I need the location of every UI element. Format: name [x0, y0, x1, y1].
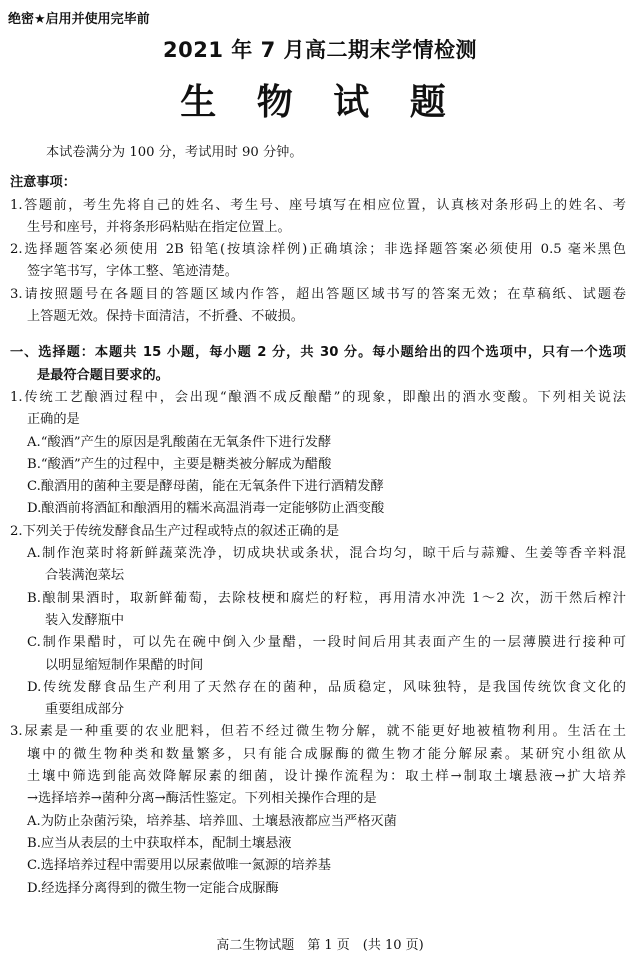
question-stem: 2.下列关于传统发酵食品生产过程或特点的叙述正确的是	[10, 523, 340, 539]
notice-item	[0, 239, 640, 284]
option-line-cont: 以明显缩短制作果醋的时间	[45, 657, 204, 673]
option-line: C.选择培养过程中需要用以尿素做唯一氮源的培养基	[27, 858, 331, 874]
option-line: D.酿酒前将酒缸和酿酒用的糯米高温消毒一定能够防止酒变酸	[27, 501, 385, 517]
question-stem-cont: →选择培养→菌种分离→酶活性鉴定。下列相关操作合理的是	[27, 791, 377, 807]
question-block	[0, 387, 640, 521]
exam-body	[0, 142, 640, 900]
option-line: C.制作果醋时，可以先在碗中倒入少量醋，一段时间后用其表面产生的一层薄膜进行接种可	[27, 635, 626, 651]
question-stem-cont: 正确的是	[27, 412, 80, 428]
option-line-cont: 装入发酵瓶中	[45, 612, 125, 628]
notice-line: 上答题无效。保持卡面清洁，不折叠、不破损。	[27, 309, 304, 325]
question-stem-cont: 壤中的微生物种类和数量繁多，只有能合成脲酶的微生物才能分解尿素。某研究小组欲从	[27, 746, 626, 762]
option-line: A.制作泡菜时将新鲜蔬菜洗净，切成块状或条状，混合均匀，晾干后与蒜瓣、生姜等香辛料混	[27, 546, 626, 562]
notice-line: 3.请按照题号在各题目的答题区域内作答，超出答题区域书写的答案无效；在草稿纸、试题卷	[10, 286, 626, 302]
question-stem: 3.尿素是一种重要的农业肥料，但若不经过微生物分解，就不能更好地被植物利用。生活在土	[10, 724, 626, 740]
notice-line: 生号和座号，并将条形码粘贴在指定位置上。	[27, 219, 291, 235]
section-heading: 一、选择题：本题共 15 小题，每小题 2 分，共 30 分。每小题给出的四个选项中，只有一个选项	[10, 345, 626, 361]
notice-item	[0, 284, 640, 329]
option-line: A.为防止杂菌污染，培养基、培养皿、土壤悬液都应当严格灭菌	[27, 813, 397, 829]
option-line-cont: 合装满泡菜坛	[45, 568, 125, 584]
question-stem: 1.传统工艺酿酒过程中，会出现“酿酒不成反酿醋”的现象，即酿出的酒水变酸。下列相关说法	[10, 389, 626, 405]
notice-line: 1.答题前，考生先将自己的姓名、考生号、座号填写在相应位置，认真核对条形码上的姓名、考	[10, 197, 626, 213]
option-line-cont: 重要组成部分	[45, 702, 125, 718]
option-line: A.“酸酒”产生的原因是乳酸菌在无氧条件下进行发酵	[27, 434, 332, 450]
exam-title: 2021 年 7 月高二期末学情检测	[163, 38, 477, 62]
subject-title: 生 物 试 题	[180, 82, 460, 123]
secret-mark: 绝密★启用并使用完毕前	[8, 12, 150, 27]
page-footer: 高二生物试题 第 1 页 (共 10 页)	[216, 938, 424, 953]
question-block	[0, 721, 640, 899]
section-heading-cont: 是最符合题目要求的。	[37, 367, 169, 383]
option-line: B.“酸酒”产生的过程中，主要是糖类被分解成为醋酸	[27, 456, 332, 472]
notice-heading: 注意事项：	[10, 175, 76, 191]
option-line: B.应当从表层的土中获取样本，配制土壤悬液	[27, 835, 292, 851]
question-list	[0, 387, 640, 900]
notice-line: 签字笔书写，字体工整、笔迹清楚。	[27, 264, 238, 280]
option-line: D.经选择分离得到的微生物一定能合成脲酶	[27, 880, 279, 896]
option-line: C.酿酒用的菌种主要是酵母菌，能在无氧条件下进行酒精发酵	[27, 479, 384, 495]
question-block	[0, 521, 640, 722]
notice-item	[0, 195, 640, 240]
notice-line: 2.选择题答案必须使用 2B 铅笔(按填涂样例)正确填涂；非选择题答案必须使用 0.5 毫米黑色	[10, 242, 626, 258]
option-line: D.传统发酵食品生产利用了天然存在的菌种，品质稳定，风味独特，是我国传统饮食文化的	[27, 679, 626, 695]
question-stem-cont: 土壤中筛选到能高效降解尿素的细菌，设计操作流程为：取土样→制取土壤悬液→扩大培养	[27, 769, 626, 785]
option-line: B.酿制果酒时，取新鲜葡萄，去除枝梗和腐烂的籽粒，再用清水冲洗 1～2 次，沥干然后榨汁	[27, 590, 626, 606]
exam-intro: 本试卷满分为 100 分，考试用时 90 分钟。	[46, 145, 303, 160]
